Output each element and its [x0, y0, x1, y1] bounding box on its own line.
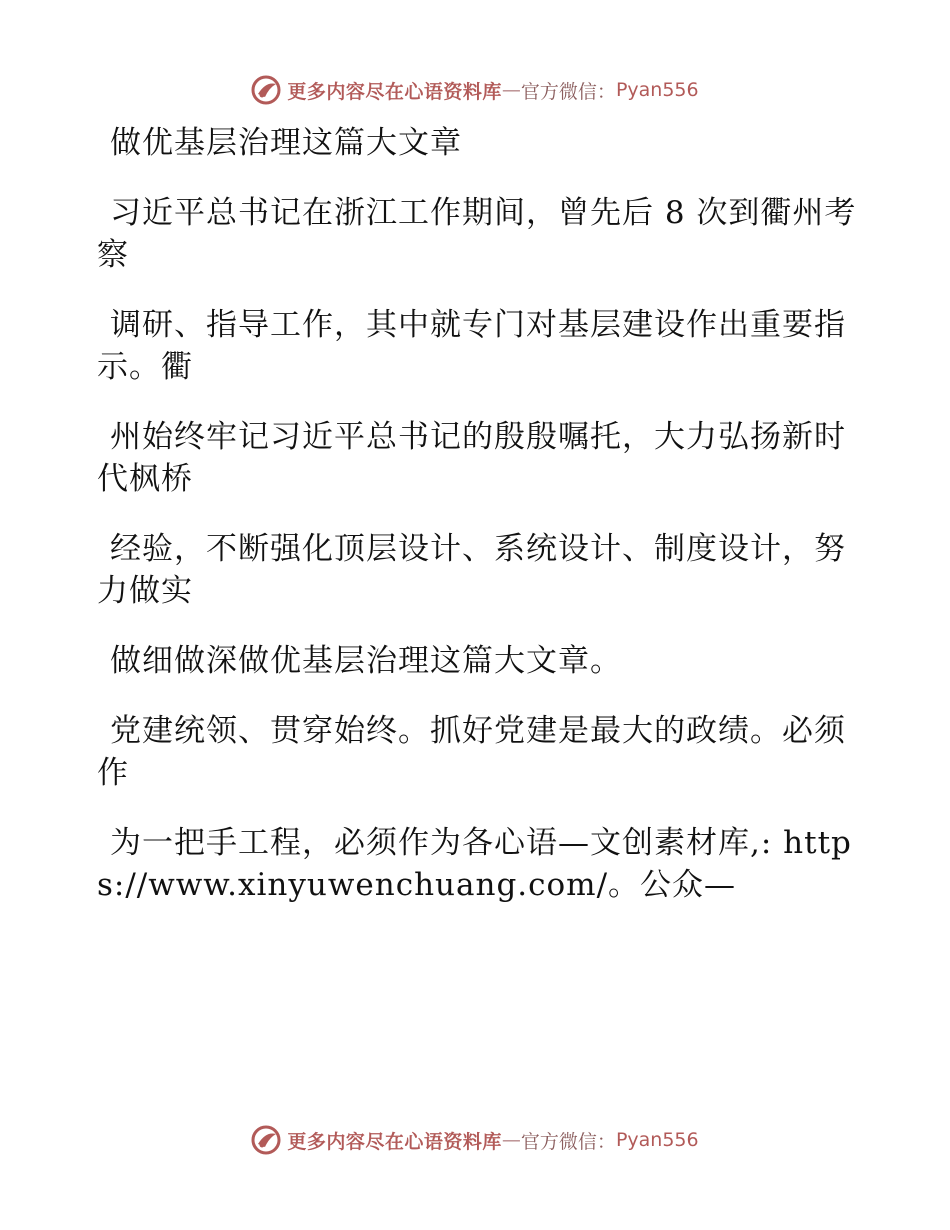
paragraph: 经验，不断强化顶层设计、系统设计、制度设计，努力做实: [97, 531, 846, 609]
banner-dash: —: [501, 79, 521, 101]
banner-wechat-id: Pyan556: [615, 79, 699, 101]
footer-banner: [0, 1120, 950, 1160]
header-banner: [0, 70, 950, 110]
paragraph: 调研、指导工作，其中就专门对基层建设作出重要指示。衢: [97, 307, 846, 385]
paragraph: 做细做深做优基层治理这篇大文章。: [110, 643, 622, 679]
banner-wechat-label: 官方微信：: [520, 80, 616, 103]
banner-brand: 更多内容尽在心语资料库: [287, 1130, 502, 1153]
banner-dash: —: [501, 1129, 521, 1151]
paragraph-title: 做优基层治理这篇大文章: [110, 125, 462, 161]
paragraph: 党建统领、贯穿始终。抓好党建是最大的政绩。必须作: [97, 713, 846, 791]
paragraph: 州始终牢记习近平总书记的殷殷嘱托，大力弘扬新时代枫桥: [97, 419, 846, 497]
paragraph: 习近平总书记在浙江工作期间，曾先后 8 次到衢州考察: [97, 195, 857, 273]
logo-icon: [251, 1125, 281, 1155]
paragraph: 为一把手工程，必须作为各心语—文创素材库,: https://www.xinyuwenchuang.com/。公众—: [97, 825, 852, 903]
banner-wechat-label: 官方微信：: [520, 1130, 616, 1153]
document-body: [97, 122, 857, 934]
logo-icon: [251, 75, 281, 105]
banner-wechat-id: Pyan556: [615, 1129, 699, 1151]
banner-brand: 更多内容尽在心语资料库: [287, 80, 502, 103]
